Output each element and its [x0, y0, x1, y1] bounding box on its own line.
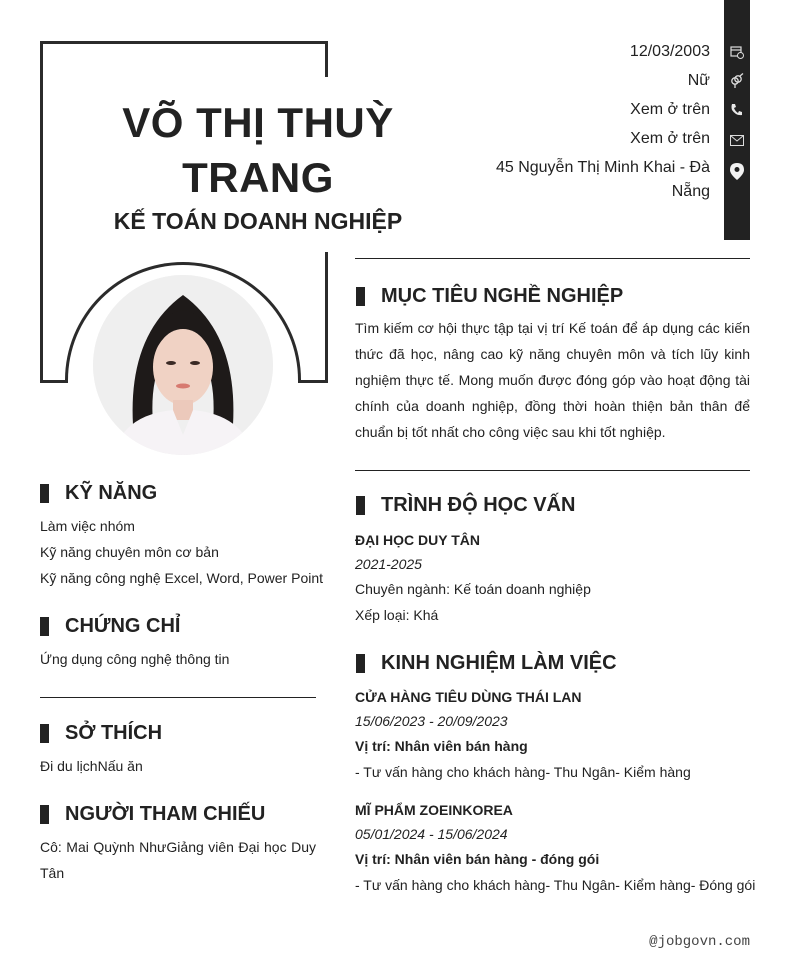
calendar-icon: [729, 44, 745, 60]
contact-address-line2: Nẵng: [671, 183, 710, 200]
section-title-text: KỸ NĂNG: [65, 482, 158, 504]
profile-photo: [93, 275, 273, 455]
candidate-name-line2: TRANG: [182, 154, 334, 201]
candidate-name-line1: VÕ THỊ THUỲ: [122, 99, 394, 146]
education-school: ĐẠI HỌC DUY TÂN: [355, 532, 480, 548]
section-title-text: NGƯỜI THAM CHIẾU: [65, 803, 266, 825]
section-bar-icon: [356, 496, 365, 515]
candidate-name: [100, 95, 416, 205]
header-frame-right-bottom: [325, 252, 328, 383]
skill-item: Làm việc nhóm: [40, 518, 135, 534]
section-title-education: [356, 494, 575, 517]
contact-phone: Xem ở trên: [630, 101, 710, 118]
contact-birthday: 12/03/2003: [629, 43, 710, 60]
location-pin-icon: [729, 163, 745, 179]
mail-icon: [729, 132, 745, 148]
skill-item: Kỹ năng công nghệ Excel, Word, Power Point: [40, 570, 324, 586]
education-grade: Xếp loại: Khá: [355, 607, 439, 623]
skill-item: Kỹ năng chuyên môn cơ bản: [40, 544, 219, 560]
header-frame-left: [40, 41, 43, 383]
section-bar-icon: [356, 287, 365, 306]
job-title: KẾ TOÁN DOANH NGHIỆP: [113, 208, 403, 234]
section-title-text: CHỨNG CHỈ: [65, 615, 181, 637]
job-company: MĨ PHẨM ZOEINKOREA: [355, 802, 513, 818]
contact-address-line1: 45 Nguyễn Thị Minh Khai - Đà: [495, 159, 710, 176]
divider-education: [355, 470, 750, 471]
divider-objective: [355, 258, 750, 259]
section-title-text: TRÌNH ĐỘ HỌC VẤN: [381, 494, 576, 516]
job-description: - Tư vấn hàng cho khách hàng- Thu Ngân- Kiểm hàng- Đóng gói: [355, 877, 756, 893]
hobbies-text: Đi du lịchNấu ăn: [40, 758, 143, 774]
contact-info: [480, 40, 710, 209]
section-title-text: MỤC TIÊU NGHỀ NGHIỆP: [381, 285, 624, 307]
education-period: 2021-2025: [355, 556, 422, 572]
watermark: @jobgovn.com: [649, 934, 750, 950]
header-frame-top: [40, 41, 328, 44]
phone-icon: [729, 102, 745, 118]
contact-icon-strip: [724, 0, 750, 240]
section-bar-icon: [40, 724, 49, 743]
objective-text: Tìm kiếm cơ hội thực tập tại vị trí Kế toán để áp dụng các kiến thức đã học, nâng cao kỹ năng chuyên môn và tích lũy kinh nghiệm thực tế. Mong muốn được đóng góp vào hoạt động tài chính của doanh nghiệp, đồng thời hoàn thiện bản thân để chuẩn bị tốt nhất cho công việc sau khi tốt nghiệp.: [355, 320, 750, 440]
section-title-experience: [356, 652, 617, 675]
header-frame-bottom-left: [40, 380, 68, 383]
section-title-references: [40, 803, 265, 826]
section-bar-icon: [356, 654, 365, 673]
contact-address: [480, 156, 710, 204]
header-frame-right-top: [325, 41, 328, 77]
section-title-text: SỞ THÍCH: [65, 722, 163, 744]
job-period: 05/01/2024 - 15/06/2024: [355, 826, 508, 842]
certificate-item: Ứng dụng công nghệ thông tin: [40, 651, 230, 667]
contact-email: Xem ở trên: [630, 130, 710, 147]
section-title-hobbies: [40, 722, 162, 745]
education-major: Chuyên ngành: Kế toán doanh nghiệp: [355, 581, 591, 597]
section-title-objective: [356, 285, 623, 308]
job-position: Vị trí: Nhân viên bán hàng: [355, 738, 528, 754]
job-description: - Tư vấn hàng cho khách hàng- Thu Ngân- Kiểm hàng: [355, 764, 691, 780]
section-title-certificates: [40, 615, 180, 638]
section-bar-icon: [40, 617, 49, 636]
job-company: CỬA HÀNG TIÊU DÙNG THÁI LAN: [355, 689, 582, 705]
section-title-text: KINH NGHIỆM LÀM VIỆC: [381, 652, 617, 674]
divider-hobbies: [40, 697, 316, 698]
references-text: Cô: Mai Quỳnh NhưGiảng viên Đại học Duy Tân: [40, 839, 316, 881]
contact-gender: Nữ: [687, 72, 710, 89]
job-position: Vị trí: Nhân viên bán hàng - đóng gói: [355, 851, 600, 867]
job-period: 15/06/2023 - 20/09/2023: [355, 713, 508, 729]
section-bar-icon: [40, 805, 49, 824]
portrait-image: [93, 275, 273, 455]
section-title-skills: [40, 482, 157, 505]
section-bar-icon: [40, 484, 49, 503]
header-frame-bottom-right: [298, 380, 328, 383]
gender-icon: [729, 73, 745, 89]
